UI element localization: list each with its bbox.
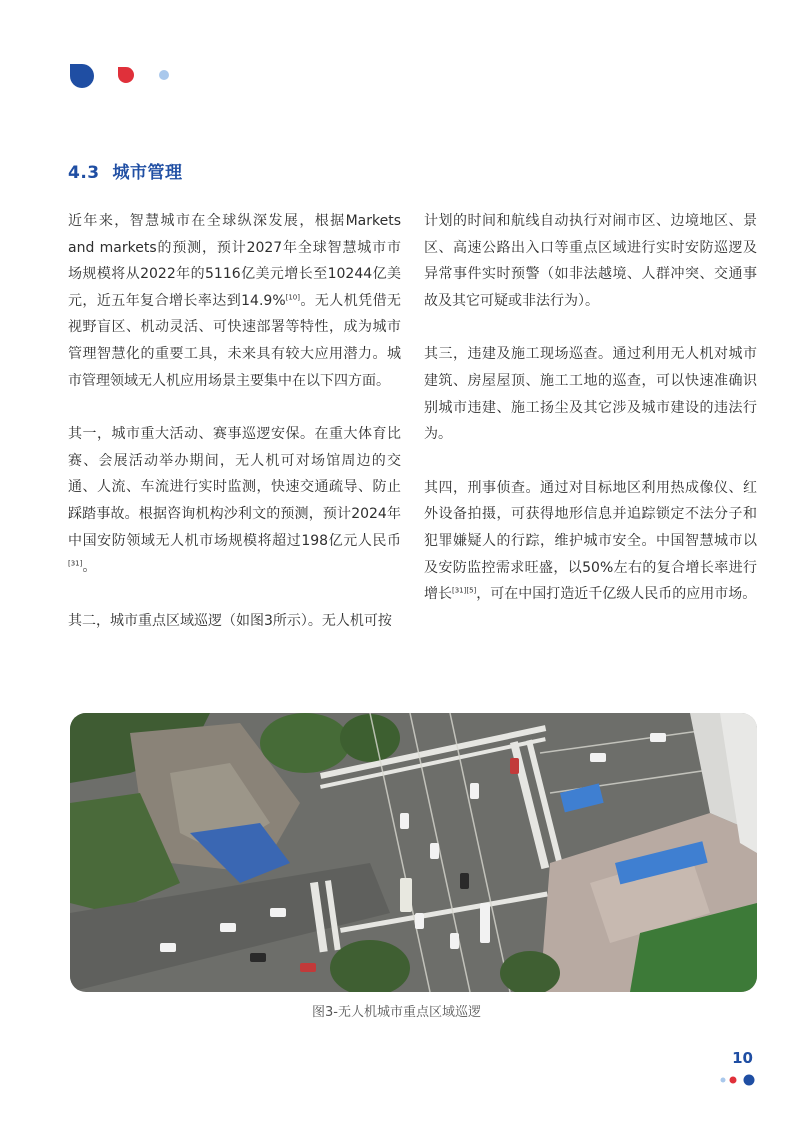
citation: [31][5] xyxy=(452,586,477,595)
paragraph-intro: 近年来，智慧城市在全球纵深发展，根据Markets and markets的预测，预计2027年全球智慧城市市场规模将从2022年的5116亿美元增长至10244亿美元，近五年复合增长率达到14.9%[10]。无人机凭借无视野盲区、机动灵活、可快速部署等特性，成为城市管理智慧化的重要工具，未来具有较大应用潜力。城市管理领域无人机应用场景主要集中在以下四方面。 xyxy=(68,213,401,389)
paragraph-point-4: 其四，刑事侦查。通过对目标地区利用热成像仪、红外设备拍摄，可获得地形信息并追踪锁定不法分子和犯罪嫌疑人的行踪，维护城市安全。中国智慧城市以及安防监控需求旺盛，以50%左右的复合增长率进行增长[31][5]，可在中国打造近千亿级人民币的应用市场。 xyxy=(424,479,757,603)
section-number: 4.3 xyxy=(68,163,100,183)
paragraph-point-3: 其三，违建及施工现场巡查。通过利用无人机对城市建筑、房屋屋顶、施工工地的巡查，可以快速准确识别城市违建、施工扬尘及其它涉及城市建设的违法行为。 xyxy=(424,346,757,443)
figure-caption: 图3-无人机城市重点区域巡逻 xyxy=(312,1005,481,1020)
paragraph-point-2-start: 其二，城市重点区域巡逻（如图3所示）。无人机可按 xyxy=(68,612,392,629)
page-dots-icon xyxy=(719,1074,759,1086)
citation: [31] xyxy=(68,559,83,568)
right-column xyxy=(424,208,757,635)
citation: [10] xyxy=(285,293,300,302)
left-column xyxy=(68,208,401,661)
aerial-city-intersection-image xyxy=(70,713,757,992)
section-title-text: 城市管理 xyxy=(112,163,183,183)
aerial-intersection-photo xyxy=(70,713,757,992)
brand-logo-drops-icon xyxy=(68,62,178,90)
paragraph-point-2-cont: 计划的时间和航线自动执行对闹市区、边境地区、景区、高速公路出入口等重点区域进行实时安防巡逻及异常事件实时预警（如非法越境、人群冲突、交通事故及其它可疑或非法行为）。 xyxy=(424,213,757,309)
section-heading xyxy=(68,158,182,183)
paragraph-point-1: 其一，城市重大活动、赛事巡逻安保。在重大体育比赛、会展活动举办期间，无人机可对场馆周边的交通、人流、车流进行实时监测，快速交通疏导、防止踩踏事故。根据咨询机构沙利文的预测，预计2024年中国安防领域无人机市场规模将超过198亿元人民币[31]。 xyxy=(68,426,401,576)
page-number: 10 xyxy=(732,1049,753,1067)
